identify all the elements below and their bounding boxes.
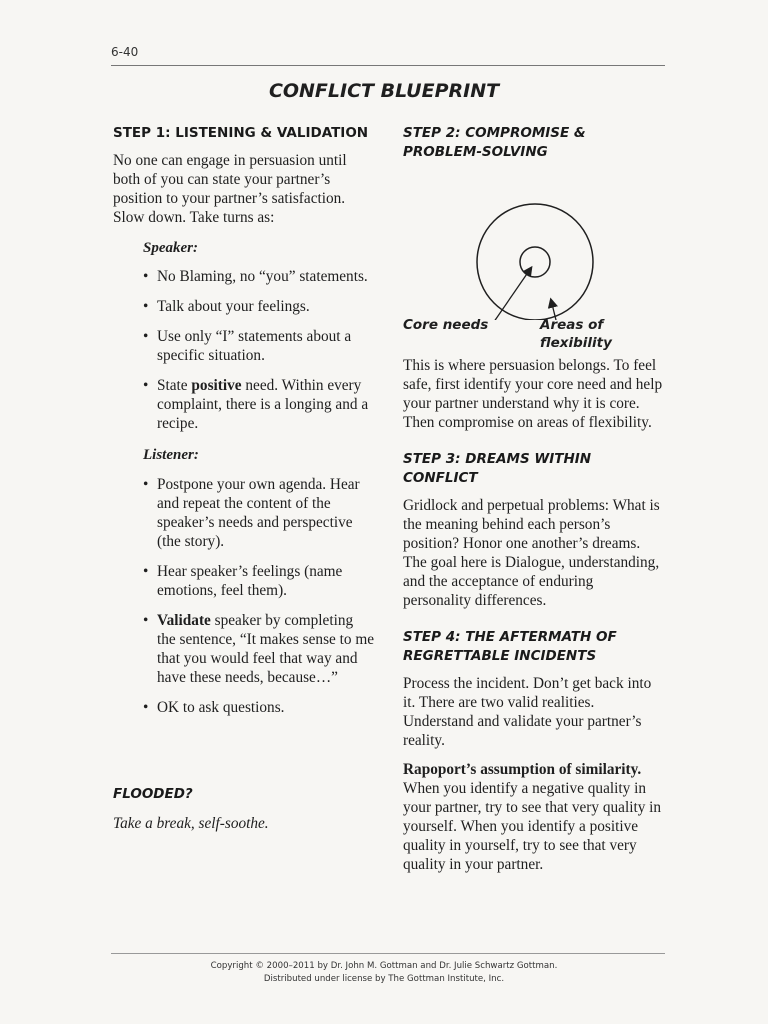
core-needs-diagram	[403, 180, 665, 320]
footer-rule	[111, 953, 665, 954]
header-rule	[111, 65, 665, 66]
speaker-label: Speaker:	[143, 240, 198, 256]
step1-heading: STEP 1: LISTENING & VALIDATION	[113, 125, 369, 141]
inner-circle	[520, 247, 550, 277]
license-line: Distributed under license by The Gottman Institute, Inc.	[263, 974, 505, 984]
list-item: • Hear speaker’s feelings (name emotions, feel them).	[143, 562, 375, 600]
list-item: • Talk about your feelings.	[143, 297, 375, 316]
flexibility-label: Areas of flexibility	[540, 317, 612, 351]
listener-list	[143, 475, 375, 717]
list-item: • OK to ask questions.	[143, 698, 375, 717]
list-item: • Validate speaker by completing the sentence, “It makes sense to me that you would feel that way and have these needs, because…”	[143, 611, 375, 687]
speaker-list	[143, 267, 375, 433]
page-number: 6-40	[111, 45, 139, 59]
step3-text: Gridlock and perpetual problems: What is the meaning behind each person’s position? Honor one another’s dreams. The goal here is Dialogue, understanding, and the acceptance of enduring personality differences.	[403, 497, 660, 609]
step2-heading: STEP 2: COMPROMISE & PROBLEM-SOLVING	[403, 125, 586, 160]
flooded-text: Take a break, self-soothe.	[113, 815, 269, 832]
listener-label: Listener:	[143, 447, 199, 463]
flooded-heading: FLOODED?	[113, 786, 193, 802]
step4-heading: STEP 4: THE AFTERMATH OF REGRETTABLE INCIDENTS	[403, 629, 617, 664]
right-column	[403, 124, 665, 874]
core-needs-label: Core needs	[403, 317, 489, 333]
list-item: • State positive need. Within every complaint, there is a longing and a recipe.	[143, 376, 375, 433]
rapoport-paragraph: Rapoport’s assumption of similarity. When you identify a negative quality in your partner, try to see that very quality in yourself. When you identify a positive quality in yourself, try to see that very quality in your partner.	[403, 761, 662, 873]
concentric-circles-diagram	[403, 180, 665, 320]
step2-text: This is where persuasion belongs. To feel safe, first identify your core need and help your partner understand why it is core. Then compromise on areas of flexibility.	[403, 357, 663, 431]
list-item: • Postpone your own agenda. Hear and repeat the content of the speaker’s needs and perspective (the story).	[143, 475, 375, 551]
step1-intro: No one can engage in persuasion until both of you can state your partner’s position to your partner’s satisfaction. Slow down. Take turns as:	[113, 152, 347, 226]
copyright-line: Copyright © 2000–2011 by Dr. John M. Gottman and Dr. Julie Schwartz Gottman.	[210, 961, 558, 971]
copyright-footer	[0, 960, 768, 986]
flooded-section	[113, 785, 375, 833]
step3-heading: STEP 3: DREAMS WITHIN CONFLICT	[403, 451, 592, 486]
left-column	[113, 124, 375, 717]
diagram-labels	[403, 316, 665, 356]
page-title: CONFLICT BLUEPRINT	[268, 80, 500, 102]
list-item: • Use only “I” statements about a specific situation.	[143, 327, 375, 365]
outer-circle	[477, 204, 593, 320]
step4-text: Process the incident. Don’t get back into it. There are two valid realities. Understand and validate your partner’s reality.	[403, 675, 652, 749]
list-item: • No Blaming, no “you” statements.	[143, 267, 375, 286]
